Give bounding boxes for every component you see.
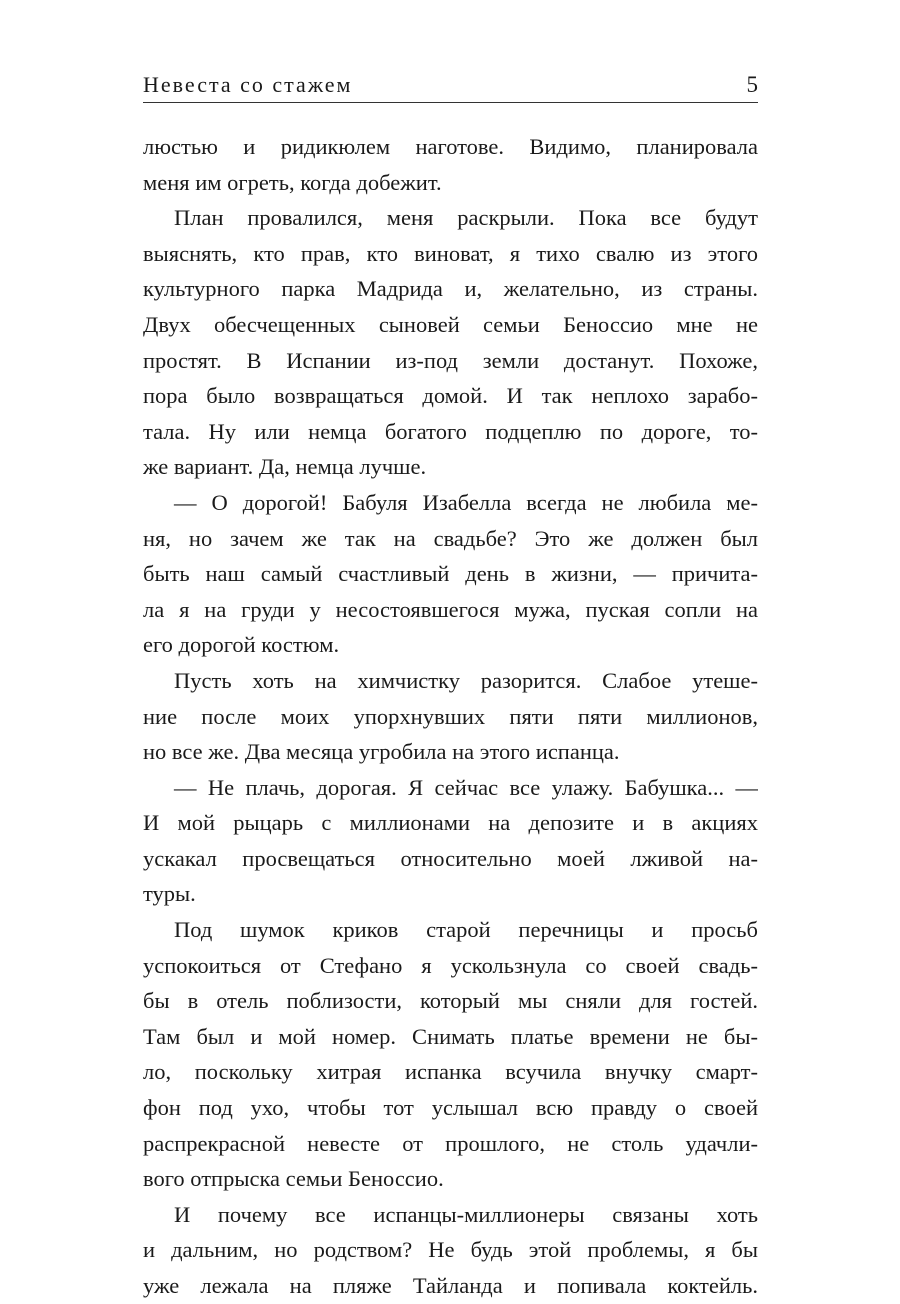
text-line: уже лежала на пляже Тайланда и попивала коктейль.: [143, 1273, 758, 1298]
text-line: План провалился, меня раскрыли. Пока все будут: [174, 205, 758, 231]
text-line: но все же. Два месяца угробила на этого испанца.: [143, 739, 620, 765]
text-line: — Не плачь, дорогая. Я сейчас все улажу. Бабушка... —: [174, 774, 758, 800]
body-text: [143, 129, 758, 1304]
text-line: выяснять, кто прав, кто виноват, я тихо свалю из этого: [143, 240, 758, 266]
text-line: меня им огреть, когда добежит.: [143, 169, 442, 195]
text-line: фон под ухо, чтобы тот услышал всю правду о своей: [143, 1095, 758, 1121]
text-line: ло, поскольку хитрая испанка всучила внучку смарт-: [143, 1059, 758, 1085]
text-line: его дорогой костюм.: [143, 632, 340, 658]
text-line: ня, но зачем же так на свадьбе? Это же должен был: [143, 525, 758, 551]
text-line: И мой рыцарь с миллионами на депозите и в акциях: [143, 810, 758, 836]
text-line: люстью и ридикюлем наготове. Видимо, планировала: [143, 134, 758, 159]
text-line: же вариант. Да, немца лучше.: [143, 454, 427, 480]
text-line: пора было возвращаться домой. И так неплохо зарабо-: [143, 383, 758, 409]
text-line: — О дорогой! Бабуля Изабелла всегда не любила ме-: [174, 489, 758, 515]
text-line: туры.: [143, 881, 196, 907]
text-line: вого отпрыска семьи Беноссио.: [143, 1166, 444, 1192]
text-line: успокоиться от Стефано я ускользнула со своей свадь-: [143, 952, 758, 978]
text-line: Двух обесчещенных сыновей семьи Беноссио мне не: [143, 311, 758, 337]
text-line: ла я на груди у несостоявшегося мужа, пуская сопли на: [143, 596, 758, 622]
text-line: И почему все испанцы-миллионеры связаны хоть: [174, 1201, 758, 1227]
text-line: культурного парка Мадрида и, желательно, из страны.: [143, 276, 758, 302]
text-line: Там был и мой номер. Снимать платье времени не бы-: [143, 1023, 758, 1049]
text-line: распрекрасной невесте от прошлого, не столь удачли-: [143, 1130, 758, 1156]
text-line: быть наш самый счастливый день в жизни, — причита-: [143, 561, 758, 587]
text-line: бы в отель поблизости, который мы сняли для гостей.: [143, 988, 758, 1014]
page-header: [143, 66, 758, 103]
text-line: и дальним, но родством? Не будь этой проблемы, я бы: [143, 1237, 758, 1263]
page-number: 5: [746, 72, 758, 97]
text-line: Под шумок криков старой перечницы и просьб: [174, 917, 758, 943]
running-title: Невеста со стажем: [143, 72, 353, 97]
text-line: ние после моих упорхнувших пяти пяти миллионов,: [143, 703, 758, 729]
text-line: простят. В Испании из-под земли достанут. Похоже,: [143, 347, 758, 373]
text-line: тала. Ну или немца богатого подцеплю по дороге, то-: [143, 418, 758, 444]
text-line: ускакал просвещаться относительно моей лживой на-: [143, 845, 758, 871]
text-line: Пусть хоть на химчистку разорится. Слабое утеше-: [174, 667, 758, 693]
